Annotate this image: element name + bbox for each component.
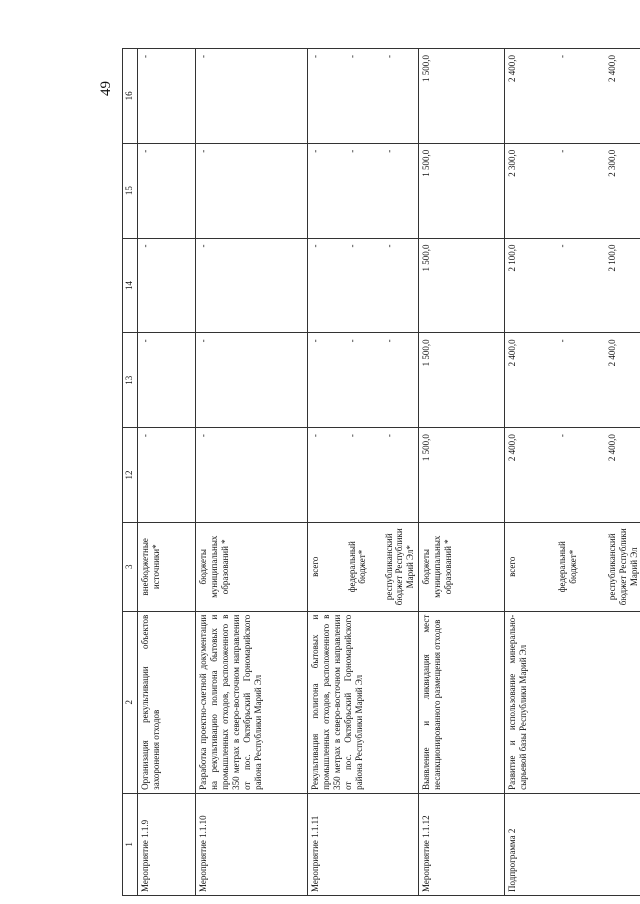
amount-cell: -	[382, 143, 419, 238]
funding-source-cell: республиканский бюджет Республики Марий Эл	[605, 522, 640, 611]
amount-cell: -	[555, 238, 605, 333]
table-row	[196, 49, 308, 896]
table-body	[138, 49, 640, 896]
amount-cell: 2 400,0	[605, 333, 640, 428]
amount-cell: -	[382, 333, 419, 428]
funding-source-cell: республиканский бюджет Республики Марий Эл*	[382, 522, 419, 611]
amount-cell: 2 100,0	[605, 238, 640, 333]
amount-cell: -	[555, 49, 605, 144]
amount-cell: 2 400,0	[605, 428, 640, 523]
amount-cell: -	[138, 49, 196, 144]
amount-cell: 2 400,0	[605, 49, 640, 144]
table-row	[419, 49, 505, 896]
amount-cell: -	[382, 49, 419, 144]
funding-source-cell: федеральный бюджет*	[555, 522, 605, 611]
header-cell: 15	[123, 143, 138, 238]
amount-cell: -	[308, 49, 345, 144]
measure-description-cell: Разработка проектно-сметной документации на рекультивацию полигона бытовых и промышленных отходов, расположенного в 350 метрах в северо-восточном направлении от пос. Октябрьский Горномарийского района Республики Марий Эл	[196, 611, 308, 793]
header-cell: 1	[123, 793, 138, 895]
page-number: 49	[98, 81, 114, 96]
amount-cell: -	[138, 143, 196, 238]
header-cell: 12	[123, 428, 138, 523]
header-cell: 2	[123, 611, 138, 793]
amount-cell: 1 500,0	[419, 428, 505, 523]
amount-cell: -	[138, 428, 196, 523]
amount-cell: 2 400,0	[505, 49, 555, 144]
amount-cell: -	[196, 49, 308, 144]
amount-cell: -	[308, 333, 345, 428]
amount-cell: 2 400,0	[505, 333, 555, 428]
funding-source-cell: всего	[308, 522, 345, 611]
amount-cell: -	[308, 143, 345, 238]
amount-cell: 2 100,0	[505, 238, 555, 333]
funding-source-cell: бюджеты муниципальных образований *	[419, 522, 505, 611]
amount-cell: -	[196, 143, 308, 238]
amount-cell: -	[196, 238, 308, 333]
amount-cell: -	[382, 238, 419, 333]
measure-id-cell: Мероприятие 1.1.10	[196, 793, 308, 895]
measure-description-cell: Организация рекультивации объектов захоронения отходов	[138, 611, 196, 793]
funding-source-cell: всего	[505, 522, 555, 611]
amount-cell: -	[345, 428, 382, 523]
amount-cell: -	[555, 143, 605, 238]
header-cell: 3	[123, 522, 138, 611]
measure-id-cell: Мероприятие 1.1.12	[419, 793, 505, 895]
amount-cell: -	[555, 428, 605, 523]
amount-cell: 1 500,0	[419, 238, 505, 333]
rotated-table-frame	[122, 48, 640, 896]
amount-cell: 1 500,0	[419, 49, 505, 144]
amount-cell: -	[555, 333, 605, 428]
amount-cell: -	[345, 143, 382, 238]
amount-cell: -	[196, 333, 308, 428]
amount-cell: 2 300,0	[505, 143, 555, 238]
header-cell: 14	[123, 238, 138, 333]
amount-cell: -	[345, 238, 382, 333]
amount-cell: 1 500,0	[419, 143, 505, 238]
measure-id-cell: Подпрограмма 2	[505, 793, 640, 895]
measure-id-cell: Мероприятие 1.1.9	[138, 793, 196, 895]
measure-id-cell: Мероприятие 1.1.11	[308, 793, 419, 895]
header-cell: 13	[123, 333, 138, 428]
table-row	[308, 49, 345, 896]
measure-description-cell: Рекультивация полигона бытовых и промышленных отходов, расположенного в 350 метрах в северо-восточном направлении от пос. Октябрьский Горномарийского района Республики Марий Эл	[308, 611, 419, 793]
amount-cell: -	[138, 238, 196, 333]
table-row	[505, 49, 555, 896]
table-row	[138, 49, 196, 896]
header-cell: 16	[123, 49, 138, 144]
funding-source-cell: внебюджетные источники*	[138, 522, 196, 611]
amount-cell: -	[308, 428, 345, 523]
budget-table	[122, 48, 640, 896]
amount-cell: 2 300,0	[605, 143, 640, 238]
amount-cell: -	[138, 333, 196, 428]
amount-cell: -	[345, 49, 382, 144]
amount-cell: -	[382, 428, 419, 523]
funding-source-cell: федеральный бюджет*	[345, 522, 382, 611]
header-row	[123, 49, 138, 896]
amount-cell: 2 400,0	[505, 428, 555, 523]
amount-cell: -	[196, 428, 308, 523]
amount-cell: -	[308, 238, 345, 333]
amount-cell: -	[345, 333, 382, 428]
funding-source-cell: бюджеты муниципальных образований *	[196, 522, 308, 611]
measure-description-cell: Выявление и ликвидация мест несанкционированного размещения отходов	[419, 611, 505, 793]
measure-description-cell: Развитие и использование минерально-сырьевой базы Республики Марий Эл	[505, 611, 640, 793]
amount-cell: 1 500,0	[419, 333, 505, 428]
